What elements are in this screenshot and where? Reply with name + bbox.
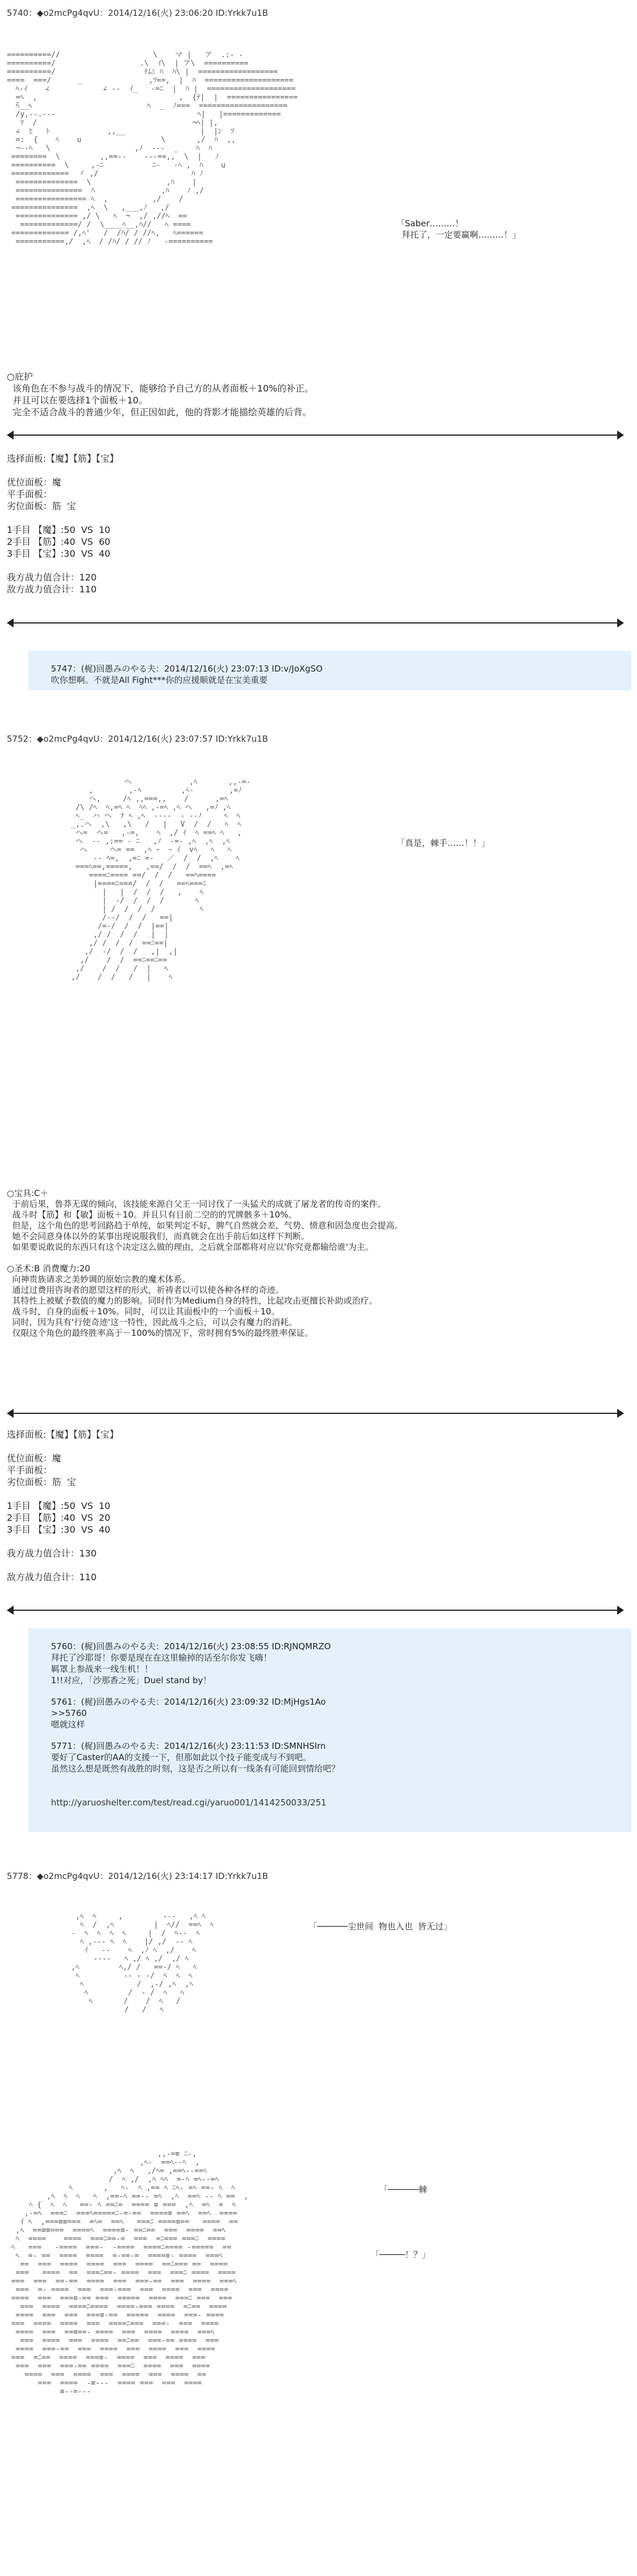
speech-bubble: 「──────棘	[379, 2184, 427, 2195]
reply-block	[28, 651, 631, 690]
divider-arrow	[12, 1413, 618, 1414]
ascii-art-figure: ==========// \ マ | ア .:‐ - ==========/ .\ ｲ\ | ア\ ========== ==========/ ﾃﾑﾐ ﾊ ﾊ\ | ================== ==== ===/ _ ,ﾂ==, | ﾊ ==================== ﾍ-ｲ ∠ ∠ ‐- ｲ_ -=ﾆ | ﾊ | ==================== =ﾍ , , {ﾃ| | ================ ̄ﾍ__ﾍ ﾍ _ ﾉ=== ==================== /y,--.--‐ ﾍ| |============= ﾏ / ¬ﾍ| |, ∠ ﾋ ﾄ ,,__ | |ﾝ ﾂ =: { ﾍ u \ ,/ ﾊ ,, ¬-‐ﾍ \ ,ﾉ ‐‐- _ ﾊ ﾊ ======== \ ,,==‐‐ ‐-‐==,, \ | ﾉ ========== \ ,‐ﾆ ﾆ‐ ‐ﾍ , ﾊ u ============= ヾ ,/ ﾊ ﾉ ============== \ ,ﾊ | =============== ﾊ ,ﾊ ﾉ ,/ ================ ﾍ , ,/ / =============== ,ﾍ \ ,___,ﾉ ,/ ============== ,/ \ ﾍ ¬ ,/ ,//ﾍ == =============/ / \____ﾊ__,ﾊ// ﾍ ==== ============= /,ﾍ' / /ﾊ/ / //ﾍ, ﾍ====== ===========,/ ,ﾍ / /ﾊ/ / // ﾉ ‐==========	[7, 51, 298, 246]
reply-item: 5771：(梶)回愚みのやる夫：2014/12/16(火) 23:11:53 ID:SMNHSIrn 要好了Caster的AA的支援一下，但那如此以个技子能变成与不到吧。 虽然这么想是既然有战胜的时刻，这是否之所以有一线条有可能回到情给吧？	[51, 1741, 340, 1774]
reply-item: 5747：(梶)回愚みのやる夫：2014/12/16(火) 23:07:13 ID:v/JoXgSO 吹你想啊。不就是All Fight***你的应援顺就是在宝美重要	[51, 664, 323, 685]
reply-item: 5760：(梶)回愚みのやる夫：2014/12/16(火) 23:08:55 ID:RJNQMRZO 拜托了沙耶哥！你要是现在在这里输掉的话至尔你发飞嗨！ 羁罩上参战来一线生机！！ 1!!对应，「沙那香之死」Duel stand by！	[51, 1641, 331, 1685]
ability-description: ○庇护 该角色在不参与战斗的情况下，能够给予自己方的从者面板＋10%的补正。 并且可以在要选择1个面板＋10。 完全不适合战斗的普通少年，但正因如此，他的背影才能描绘英雄的后背。	[7, 371, 314, 418]
ability-description: ○宝具:C＋ 于前后果，鲁莽无谋的倾向，该技能来源自父王一同讨伐了一头猛犬的成就了屠龙者的传奇的案件。 战斗时【筋】和【敏】面板＋10。并且只有目前二空的的咒牌骸多＋10%。 但是，这个角色的思考回路趋于单纯，如果判定不好，脾气自然就会差，气势、愤意和固急度也会提高。 她不会同意身体以外的某事出现说服我们，而真就会在出手前后如这样下判断。 如果要说敢说的东西只有这个决定这么做的理由，之后就全部都将对应以'你究竟都输给谁'为主。 ○圣术:B 消费魔力:20 向神贵族请求之美妙调的原始宗教的魔术体系。 通过过费用咨询者的愿望这样的形式，祈祷者以可以使各种各样的奇迹。 其特性上被赋予数值的魔力的影响。同时作为Medium自身的特性，比起攻击更擅长补助或治疗。 战斗时，自身的面板＋10%。同时，可以让其面板中的一个面板＋10。 同时，因为具有'行使奇迹'这一特性，因此战斗之后，可以会有魔力的消耗。 仅限这个角色的最终胜率高于－100%的情况下，常时拥有5%的最终胜率保证。	[7, 1188, 403, 1338]
reply-item: 5761：(梶)回愚みのやる夫：2014/12/16(火) 23:09:32 ID:MjHgs1Ao >>5760 嗯就这样	[51, 1697, 326, 1730]
battle-stats: 选择面板:【魔】【筋】【宝】 优位面板：魔 平手面板： 劣位面板：筋 宝 1手目 【魔】:50 VS 10 2手目 【筋】:40 VS 20 3手目 【宝】:30 VS 40 我方战力值合计：130 敌方战力值合计：110	[7, 1429, 119, 1582]
ascii-art-figure: ,ﾍ ﾍ , ‐‐‐ ,ﾍ ﾍ ﾍ / ,ﾍ | ﾍ// ==ﾍ ﾍ ‐ ﾍ ﾍ ﾍ ﾍ | / ﾍ‐‐ ﾍ ﾍ ,‐‐‐ ﾍ ﾍ |/ ,/ ‐‐ ﾍ ｲ ‐‐ ﾍ ,ﾉ ﾍ ,/ ﾍ ‐‐‐‐ ﾍ ,/ ﾍ ,/ ,/ ﾍ ,ﾍ ﾍ,/ / ==‐/ ﾍ ﾍ ﾍ ‐‐ ‐ ‐/ ﾍ ﾍ ﾍ ﾍ / ,‐/ ,ﾍ ,ﾍ ﾍ / ‐ / ﾍ ﾍ ﾍ / / ﾍ / / / ﾍ	[71, 1912, 214, 2014]
divider-arrow	[12, 1610, 618, 1611]
speech-bubble: 「Saber………！ 拜托了，一定要赢啊………！」	[396, 218, 521, 240]
speech-bubble: 「─────！？」	[371, 2250, 431, 2260]
speech-bubble: 「真是，棘手……！！」	[396, 838, 490, 848]
post-header: 5740：◆o2mcPg4qvU：2014/12/16(火) 23:06:20 ID:Yrkk7u1B	[7, 8, 268, 18]
post-header: 5778：◆o2mcPg4qvU：2014/12/16(火) 23:14:17 ID:Yrkk7u1B	[7, 1871, 268, 1881]
reply-block	[28, 1628, 631, 1832]
ascii-art-battle-scene: ,,‐=≡ ﾆ‐, ,ﾍ‐ ==ﾍ‐‐ﾍ , ,ﾍ ﾍ ,/ﾍ= ,==ﾍ‐‐==ﾍ / ﾍ ,/ ,ﾍ ﾍﾍ =‐ﾍ =ﾍ‐‐=ﾍ ﾍ , ﾍ‐ ﾍ ,== ﾍ ﾆﾍ‐ =ﾍ ==‐ ﾍ ﾍ ,ﾍ ﾍ ﾍ ﾍ ,==‐ﾍ ==‐‐ =ﾍ ,ﾍ ==ﾍ ‐‐ ﾍ == , ﾍ { ﾍ ﾍ ==‐ ﾍ ==ﾆ= ==== ≡ === ,ﾍ =ﾍ = ﾍ ,‐=ﾍ ===ﾆ ===ﾍ=====ﾆ‐=‐== ====≡ ==ﾍ ==ﾍ ==== ｲ ﾍ ,===≡≡=== =ﾍ= ==ﾍ ===ﾆ ====≡== ==== == ,ﾍ ==≡≡=== ====ﾍ ====≡‐ ==ﾆ== === ==== ==ﾍ ﾍ ==== ==== ===ﾆ==‐= === =ﾆ=== ===ﾆ ==== ﾍ === ‐==== ===‐ ‐==== ====ﾆ==== ‐===== == ﾍ =‐ == ==== ==== =‐==‐= ====≡‐ ==== ===ﾍ == === ==== ==== === ==== ==ﾆ=== == ==== === ==== == ===ﾆ==‐ ==== === ===ﾆ ==== ==== === === ==‐== ==== === ===‐== === ==== ===ﾍ === =‐ ==== === ===‐=== === ==== === ==== ==== === ===≡‐== === ===== ==== ===ﾆ === === === ==== ====ﾆ==== ====‐=== ==== =ﾆ== ==== ==== === === ===≡‐== ===== ==== ===‐ ==== === ==== ==== === ====ﾆ=== ===‐ === ==== ==== === ==≡==‐ ==== === ==== ==== ===ﾍ === ==== === ==== ==ﾆ== ===‐== ==== === ==== ===‐== === ==== === ==== === ==== === =ﾆ== ==== ===≡‐ ==== === ==== === === === ===‐== ==== ===ﾆ ==== === ==== ==== === ==== === ==== === ==== == === ==== ‐≡‐‐‐ ==== === === ==== ≡‐‐=‐‐‐	[11, 2150, 249, 2396]
post-header: 5752：◆o2mcPg4qvU：2014/12/16(火) 23:07:57 ID:Yrkk7u1B	[7, 734, 268, 744]
divider-arrow	[12, 435, 618, 436]
divider-arrow	[12, 622, 618, 623]
battle-stats: 选择面板:【魔】【筋】【宝】 优位面板：魔 平手面板： 劣位面板：筋 宝 1手目 【魔】:50 VS 10 2手目 【筋】:40 VS 60 3手目 【宝】:30 VS 40 我方战力值合计：120 敌方战力值合计：110	[7, 453, 119, 595]
thread-url-link[interactable]: http://yaruoshelter.com/test/read.cgi/yaruo001/1414250033/251	[51, 1797, 327, 1808]
ascii-art-figure: ヘ ,ﾍ ,,‐=‐ , ,‐ﾍ ,ﾍ‐ ,=ﾉ ヘ, /ﾍ ,,===,, / ,=ﾍ /\ /ﾍ ﾍ,=ﾍ ﾍ ﾍﾍ ,‐=ﾍ ,ﾍ ヘ ,=ﾉ ,ﾍ ﾍ_ ハ ヘ ﾅ ﾍ ,ﾍ ‐--‐ ‐ ‐-ﾉ ﾍ ﾍ _,.ヘ ,\ ,\ / | V / / ﾍ ﾍ ヘ= ヘ= ,‐=, ﾍ ,/ ｲ ﾍ ==ﾍ ﾍ , ヘ ‐‐ ,:== ‐ ﾆ ,ﾉ ‐=‐ ,ﾍ ,ﾍ ,ﾍ ヘ ヘ= == ,ﾍ ｰ ｰ ｲ vﾍ ﾍ ﾍ ‐‐ ﾍ=, ,=ﾆ =‐ ／ / / ,ﾍ ﾍ ===ﾍ==,=====, ,==/ / / ==ﾍ ,=ﾍ ====ﾆ==== ==/ / / ==ﾍ==== |====ﾆ===/ / / ==ﾍ===ﾆ | | / / / , ﾍ | ‐/ / / / ﾍ | / / / / ﾍ /‐‐/ / / ==| /=‐/ / / |==| ,/ / / / | | ,/ / / / ==ﾆ==| ,/ ‐/ / / ,| ,| ,/ / / ==ﾆ==ﾆ== ,/ / / / | ﾍ ,/ / / / | ﾍ	[71, 778, 251, 982]
speech-bubble: 「──────尘世间 物也入也 皆无过」	[309, 1921, 452, 1932]
